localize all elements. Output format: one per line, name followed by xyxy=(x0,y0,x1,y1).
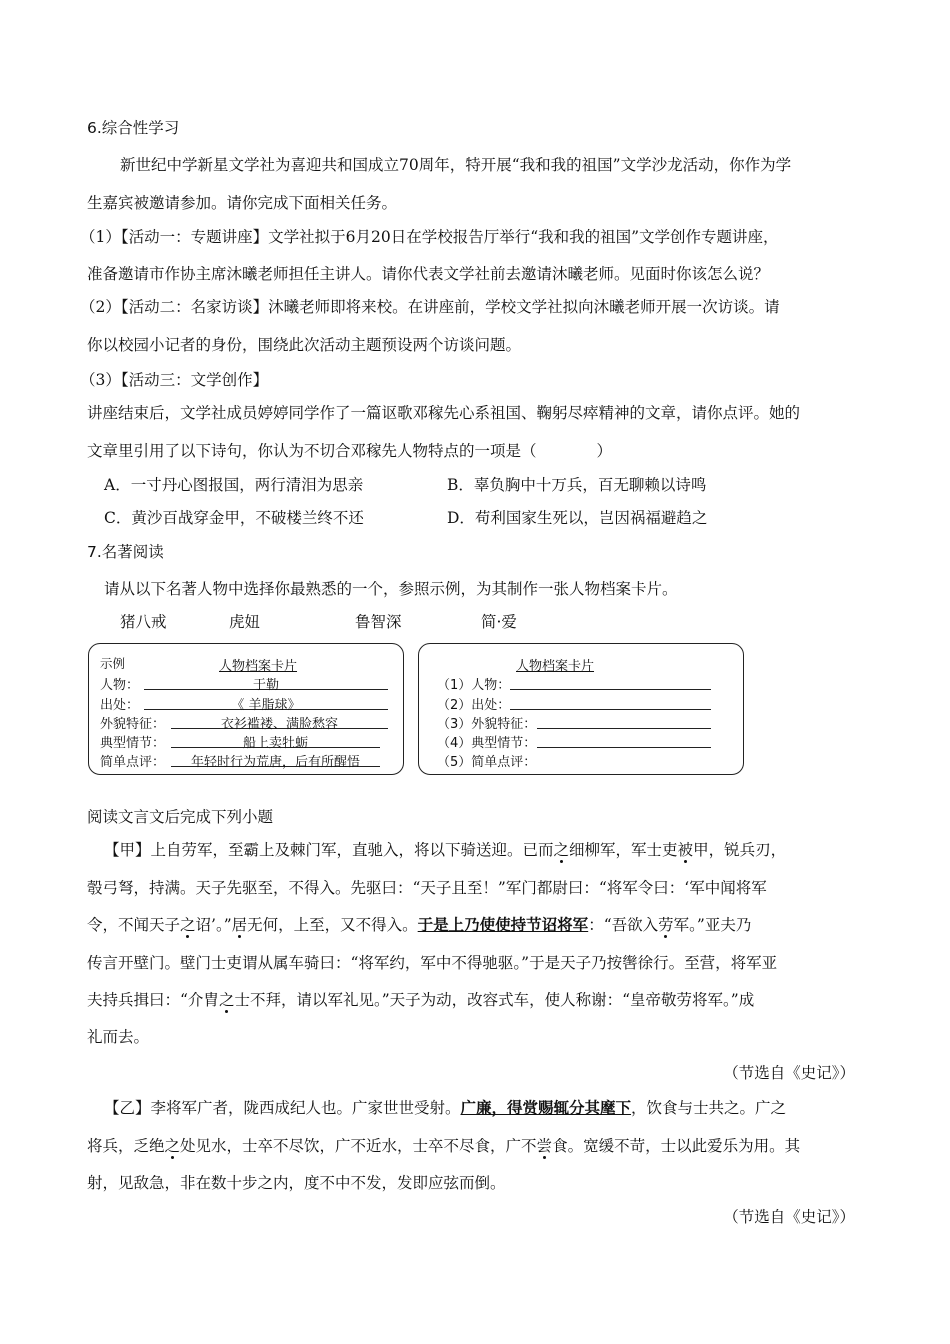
emphasized-char: 之 xyxy=(180,916,196,934)
q6-task1-line2: 准备邀请市作协主席沐曦老师担任主讲人。请你代表文学社前去邀请沐曦老师。见面时你该怎么说？ xyxy=(87,265,770,283)
card-value: 船上卖牡蛎 xyxy=(171,732,380,748)
q6-title: 6.综合性学习 xyxy=(87,119,180,137)
emphasized-char: 尝 xyxy=(536,1137,553,1155)
q6-task2-line1: （2）【活动二：名家访谈】沐曦老师即将来校。在讲座前，学校文学社拟向沐曦老师开展一次访谈。请 xyxy=(80,298,780,316)
q6-intro-line2: 生嘉宾被邀请参加。请你完成下面相关任务。 xyxy=(87,194,398,212)
option-b: B．辜负胸中十万兵，百无聊赖以诗鸣 xyxy=(447,476,707,494)
card-value: 年轻时行为荒唐，后有所醒悟 xyxy=(171,751,380,767)
yi-line2: 将兵，乏绝之处见水，士卒不尽饮，广不近水，士卒不尽食，广不尝食。宽缓不苛，士以此爱乐为用。其 xyxy=(87,1137,801,1155)
card-label: 外貌特征： xyxy=(100,717,166,732)
q6-task3-title: （3）【活动三：文学创作】 xyxy=(80,371,269,389)
emphasized-char: 之 xyxy=(218,991,235,1009)
card-answer-line[interactable] xyxy=(537,713,711,729)
jia-line2: 彀弓弩，持满。天子先驱至，不得入。先驱曰：“天子且至！”军门都尉曰：“将军令曰：‘军中闻将军 xyxy=(87,879,767,897)
emphasized-char: 劳 xyxy=(658,916,674,934)
character-name: 猪八戒 xyxy=(120,613,167,631)
character-name: 简·爱 xyxy=(481,613,517,631)
q6-intro-line1: 新世纪中学新星文学社为喜迎共和国成立70周年，特开展“我和我的祖国”文学沙龙活动，你作为学 xyxy=(120,156,792,174)
underlined-sentence: 于是上乃使使持节诏将军 xyxy=(417,915,589,934)
card-answer-line[interactable] xyxy=(510,694,711,710)
q6-task3-question: 文章里引用了以下诗句，你认为不切合邓稼先人物特点的一项是（ xyxy=(87,442,537,460)
jia-line6: 礼而去。 xyxy=(87,1028,150,1046)
jia-source: （节选自《史记》） xyxy=(723,1064,855,1082)
card-label: （3）外貌特征： xyxy=(437,717,537,732)
card-value: 《 羊脂球》 xyxy=(144,694,388,710)
reading-instruction: 阅读文言文后完成下列小题 xyxy=(87,808,274,826)
emphasized-char: 被 xyxy=(677,841,694,859)
jia-line4: 传言开壁门。壁门士吏谓从属车骑曰：“将军约，军中不得驰驱。”于是天子乃按辔徐行。至营，将军亚 xyxy=(87,954,778,972)
card-label: 典型情节： xyxy=(100,736,166,751)
example-tag: 示例 xyxy=(100,656,126,671)
jia-line5: 夫持兵揖曰：“介胄之士不拜，请以军礼见。”天子为动，改容式车，使人称谢：“皇帝敬劳将军。”成 xyxy=(87,991,755,1009)
blank-profile-card xyxy=(418,643,744,775)
card-label: （2）出处： xyxy=(437,698,511,713)
example-profile-card xyxy=(88,643,404,775)
card-answer-line[interactable] xyxy=(510,674,711,690)
q6-task3-close-paren: ） xyxy=(596,442,613,460)
underlined-sentence: 广廉，得赏赐辄分其麾下 xyxy=(460,1098,632,1117)
card-label: 人物： xyxy=(100,678,140,693)
option-d: D．苟利国家生死以，岂因祸福避趋之 xyxy=(447,509,708,527)
q7-title: 7.名著阅读 xyxy=(87,543,164,561)
emphasized-char: 之 xyxy=(164,1137,181,1155)
card-value: 衣衫褴褛、满脸愁容 xyxy=(171,713,388,729)
yi-source: （节选自《史记》） xyxy=(723,1208,855,1226)
yi-line1: 【乙】李将军广者，陇西成纪人也。广家世世受射。广廉，得赏赐辄分其麾下，饮食与士共之。广之 xyxy=(104,1098,787,1117)
q6-task3-line1: 讲座结束后，文学社成员婷婷同学作了一篇讴歌邓稼先心系祖国、鞠躬尽瘁精神的文章，请你点评。她的 xyxy=(87,404,801,422)
character-name: 鲁智深 xyxy=(355,613,402,631)
character-name: 虎妞 xyxy=(229,613,261,631)
card-title: 人物档案卡片 xyxy=(219,659,298,674)
yi-line3: 射，见敌急，非在数十步之内，度不中不发，发即应弦而倒。 xyxy=(87,1174,506,1192)
jia-line1: 【甲】上自劳军，至霸上及棘门军，直驰入，将以下骑送迎。已而之细柳军，军士吏被甲，锐兵刃， xyxy=(104,841,787,859)
card-title: 人物档案卡片 xyxy=(516,659,595,674)
option-a: A．一寸丹心图报国，两行清泪为思亲 xyxy=(104,476,364,494)
emphasized-char: 居 xyxy=(231,916,248,934)
card-label: 简单点评： xyxy=(100,755,166,770)
card-label: （4）典型情节： xyxy=(437,736,537,751)
card-label: （1）人物： xyxy=(437,678,511,693)
card-label: （5）简单点评： xyxy=(437,755,537,770)
q7-intro: 请从以下名著人物中选择你最熟悉的一个，参照示例，为其制作一张人物档案卡片。 xyxy=(104,580,678,598)
card-answer-line[interactable] xyxy=(537,732,711,748)
option-c: C．黄沙百战穿金甲，不破楼兰终不还 xyxy=(104,509,364,527)
card-label: 出处： xyxy=(100,698,140,713)
q6-task2-line2: 你以校园小记者的身份，围绕此次活动主题预设两个访谈问题。 xyxy=(87,336,522,354)
card-value: 于勒 xyxy=(144,674,388,690)
emphasized-char: 之 xyxy=(553,841,570,859)
jia-line3: 令，不闻天子之诏’。”居无何，上至，又不得入。于是上乃使使持节诏将军：“吾欲入劳军。”亚夫乃 xyxy=(87,915,752,934)
q6-task3-line2 xyxy=(87,441,612,461)
q6-task1-line1: （1）【活动一：专题讲座】文学社拟于6月20日在学校报告厅举行“我和我的祖国”文学创作专题讲座， xyxy=(80,228,779,246)
